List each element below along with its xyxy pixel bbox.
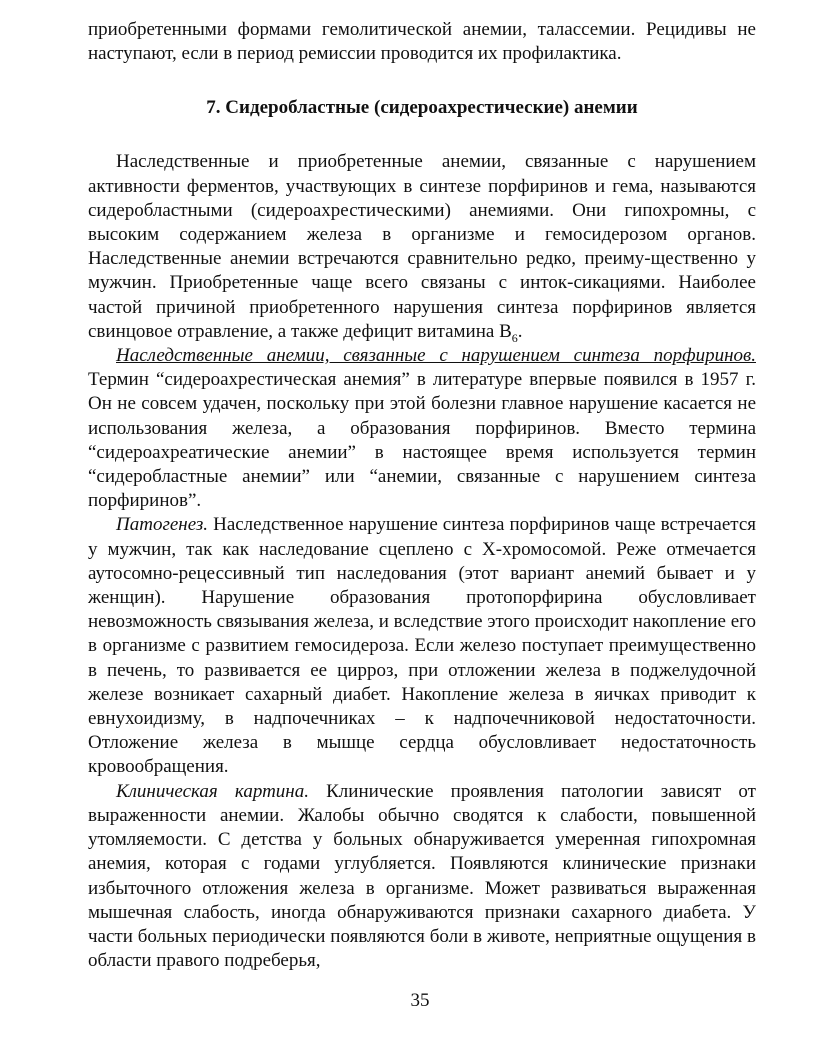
section-title: 7. Сидеробластные (сидероахрестические) анемии — [206, 97, 638, 119]
paragraph-definition — [88, 150, 756, 344]
intro-paragraph: приобретенными формами гемолитической анемии, талассемии. Рецидивы не наступают, если в период ремиссии проводится их профилактика. — [88, 19, 756, 65]
paragraph-pathogenesis-text: Наследственное нарушение синтеза порфиринов чаще встречается у мужчин, так как наследование сцеплено с Х-хромосомой. Реже отмечается аутосомно-рецессивный тип наследования (этот вариант анемий бывает и у женщин). Нарушение образования протопорфирина обусловливает невозможность связывания железа, и вследствие этого происходит накопление его в организме с развитием гемосидероза. Если железо поступает преимущественно в печень, то развивается ее цирроз, при отложении железа в поджелудочной железе возникает сахарный диабет. Накопление железа в яичках приводит к евнухоидизму, в надпочечниках – к надпочечниковой недостаточности. Отложение железа в мышце сердца обусловливает недостаточность кровообращения. — [88, 514, 756, 778]
clinical-subheading: Клиническая картина. — [116, 780, 309, 802]
paragraph-definition-end: . — [517, 320, 523, 342]
paragraph-clinical — [88, 780, 756, 974]
paragraph-hereditary-text: Термин “сидероахрестическая анемия” в литературе впервые появился в 1957 г. Он не совсем удачен, поскольку при этой болезни главное нарушение касается не использования железа, а образования порфиринов. Вместо термина “сидероахреатические анемии” в настоящее время используется термин “сидеробластные анемии” или “анемии, связанные с нарушением синтеза порфиринов”. — [88, 369, 756, 512]
paragraph-clinical-text: Клинические проявления патологии зависят от выраженности анемии. Жалобы обычно сводятся к слабости, повышенной утомляемости. С детства у больных обнаруживается умеренная гипохромная анемия, которая с годами углубляется. Появляются клинические признаки избыточного отложения железа в организме. Может развиваться выраженная мышечная слабость, иногда обнаруживаются признаки сахарного диабета. У части больных периодически появляются боли в животе, неприятные ощущения в области правого подреберья, — [88, 780, 756, 972]
paragraph-hereditary — [88, 344, 756, 513]
paragraph-definition-text: Наследственные и приобретенные анемии, связанные с нарушением активности ферментов, участвующих в синтезе порфиринов и гема, называются сидеробластными (сидероахрестическими) анемиями. Они гипохромны, с высоким содержанием железа в организме и гемосидерозом органов. Наследственные анемии встречаются сравнительно редко, преиму-щественно у мужчин. Приобретенные чаще всего связаны с инток-сикациями. Наиболее частой причиной приобретенного нарушения синтеза порфиринов является свинцовое отравление, а также дефицит витамина В — [88, 151, 756, 342]
pathogenesis-subheading: Патогенез. — [116, 514, 209, 536]
hereditary-subheading: Наследственные анемии, связанные с нарушением синтеза порфиринов. — [116, 345, 756, 367]
page-number: 35 — [410, 990, 430, 1011]
paragraph-pathogenesis — [88, 513, 756, 779]
page-body — [88, 18, 756, 973]
vitamin-subscript: 6 — [511, 330, 518, 345]
